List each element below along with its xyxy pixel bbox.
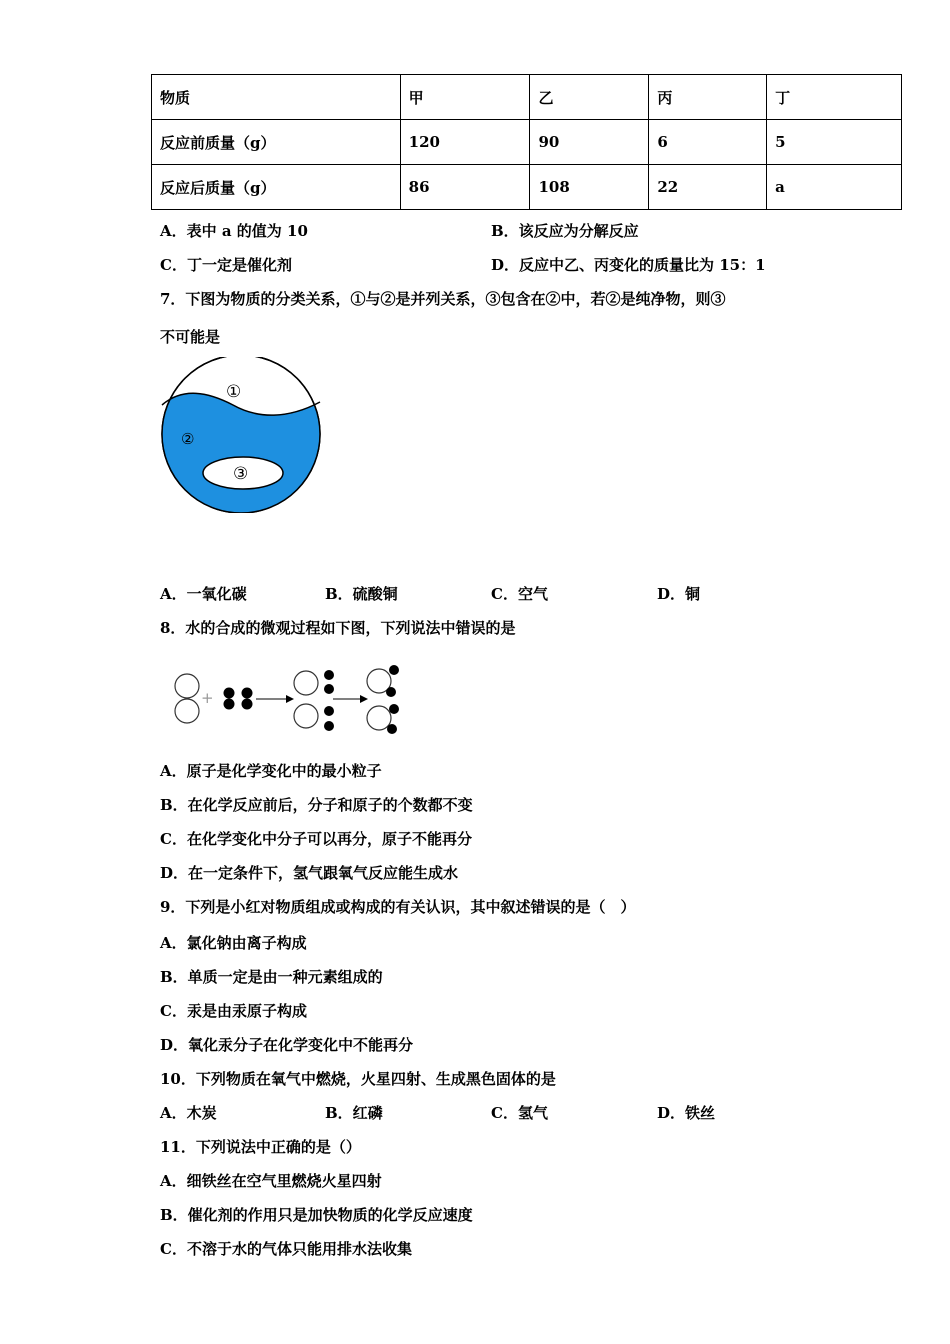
q11-stem: 11．下列说法中正确的是（） xyxy=(160,1138,361,1156)
q7-option-d[interactable]: D．铜 xyxy=(657,585,701,603)
table-row xyxy=(152,165,902,210)
table-cell: 反应前质量（g） xyxy=(152,120,401,165)
hydrogen-atom xyxy=(324,670,334,680)
table-cell: 90 xyxy=(530,120,649,165)
q6-option-d[interactable]: D．反应中乙、丙变化的质量比为 15：1 xyxy=(491,256,766,274)
q10-option-b[interactable]: B．红磷 xyxy=(325,1104,383,1122)
q9-option-d[interactable]: D．氧化汞分子在化学变化中不能再分 xyxy=(160,1036,414,1054)
table-header-cell: 丙 xyxy=(649,75,767,120)
q8-stem: 8．水的合成的微观过程如下图，下列说法中错误的是 xyxy=(160,619,516,637)
q7-stem: 7．下图为物质的分类关系，①与②是并列关系，③包含在②中，若②是纯净物，则③ xyxy=(160,290,726,308)
classification-diagram xyxy=(158,357,326,513)
q10-option-c[interactable]: C．氢气 xyxy=(491,1104,548,1122)
q10-option-a[interactable]: A．木炭 xyxy=(160,1104,217,1122)
q9-stem: 9．下列是小红对物质组成或构成的有关认识，其中叙述错误的是（ ） xyxy=(160,898,636,916)
arrow-head xyxy=(286,695,294,703)
q7-stem-continued: 不可能是 xyxy=(160,328,221,346)
oxygen-atom xyxy=(175,699,199,723)
table-cell: 5 xyxy=(767,120,902,165)
table-cell: 120 xyxy=(400,120,530,165)
table-cell: 反应后质量（g） xyxy=(152,165,401,210)
q10-option-d[interactable]: D．铁丝 xyxy=(657,1104,716,1122)
set-2-region xyxy=(158,393,326,513)
water-synthesis-diagram xyxy=(168,660,408,740)
hydrogen-atom xyxy=(389,665,399,675)
table-row xyxy=(152,120,902,165)
oxygen-atom xyxy=(294,671,318,695)
table-cell: 22 xyxy=(649,165,767,210)
table-header-cell: 乙 xyxy=(530,75,649,120)
mass-table xyxy=(151,74,902,210)
hydrogen-atom xyxy=(389,704,399,714)
label-2: ② xyxy=(181,430,195,448)
q9-option-b[interactable]: B．单质一定是由一种元素组成的 xyxy=(160,968,383,986)
hydrogen-atom xyxy=(242,699,253,710)
table-cell: 108 xyxy=(530,165,649,210)
q7-option-c[interactable]: C．空气 xyxy=(491,585,548,603)
q11-option-a[interactable]: A．细铁丝在空气里燃烧火星四射 xyxy=(160,1172,382,1190)
q9-option-c[interactable]: C．汞是由汞原子构成 xyxy=(160,1002,307,1020)
oxygen-atom xyxy=(367,706,391,730)
table-cell: a xyxy=(767,165,902,210)
hydrogen-atom xyxy=(387,724,397,734)
table-cell: 86 xyxy=(400,165,530,210)
q11-option-b[interactable]: B．催化剂的作用只是加快物质的化学反应速度 xyxy=(160,1206,473,1224)
q6-option-b[interactable]: B．该反应为分解反应 xyxy=(491,222,639,240)
q8-option-b[interactable]: B．在化学反应前后，分子和原子的个数都不变 xyxy=(160,796,473,814)
plus-sign: + xyxy=(201,689,214,707)
oxygen-atom xyxy=(175,674,199,698)
q6-option-a[interactable]: A．表中 a 的值为 10 xyxy=(160,222,308,240)
arrow-head xyxy=(360,695,368,703)
hydrogen-atom xyxy=(224,688,235,699)
table-header-cell: 丁 xyxy=(767,75,902,120)
q6-option-c[interactable]: C．丁一定是催化剂 xyxy=(160,256,292,274)
hydrogen-atom xyxy=(324,706,334,716)
table-header-cell: 甲 xyxy=(400,75,530,120)
q7-option-b[interactable]: B．硫酸铜 xyxy=(325,585,398,603)
hydrogen-atom xyxy=(324,721,334,731)
oxygen-atom xyxy=(294,704,318,728)
q8-option-c[interactable]: C．在化学变化中分子可以再分，原子不能再分 xyxy=(160,830,472,848)
table-header-cell: 物质 xyxy=(152,75,401,120)
q7-option-a[interactable]: A．一氧化碳 xyxy=(160,585,247,603)
q8-option-d[interactable]: D．在一定条件下，氢气跟氧气反应能生成水 xyxy=(160,864,459,882)
q9-option-a[interactable]: A．氯化钠由离子构成 xyxy=(160,934,307,952)
hydrogen-atom xyxy=(224,699,235,710)
table-header-row xyxy=(152,75,902,120)
hydrogen-atom xyxy=(386,687,396,697)
q10-stem: 10．下列物质在氧气中燃烧，火星四射、生成黑色固体的是 xyxy=(160,1070,556,1088)
table-cell: 6 xyxy=(649,120,767,165)
label-3: ③ xyxy=(233,464,249,484)
label-1: ① xyxy=(226,382,242,402)
hydrogen-atom xyxy=(242,688,253,699)
q11-option-c[interactable]: C．不溶于水的气体只能用排水法收集 xyxy=(160,1240,412,1258)
hydrogen-atom xyxy=(324,684,334,694)
q8-option-a[interactable]: A．原子是化学变化中的最小粒子 xyxy=(160,762,382,780)
